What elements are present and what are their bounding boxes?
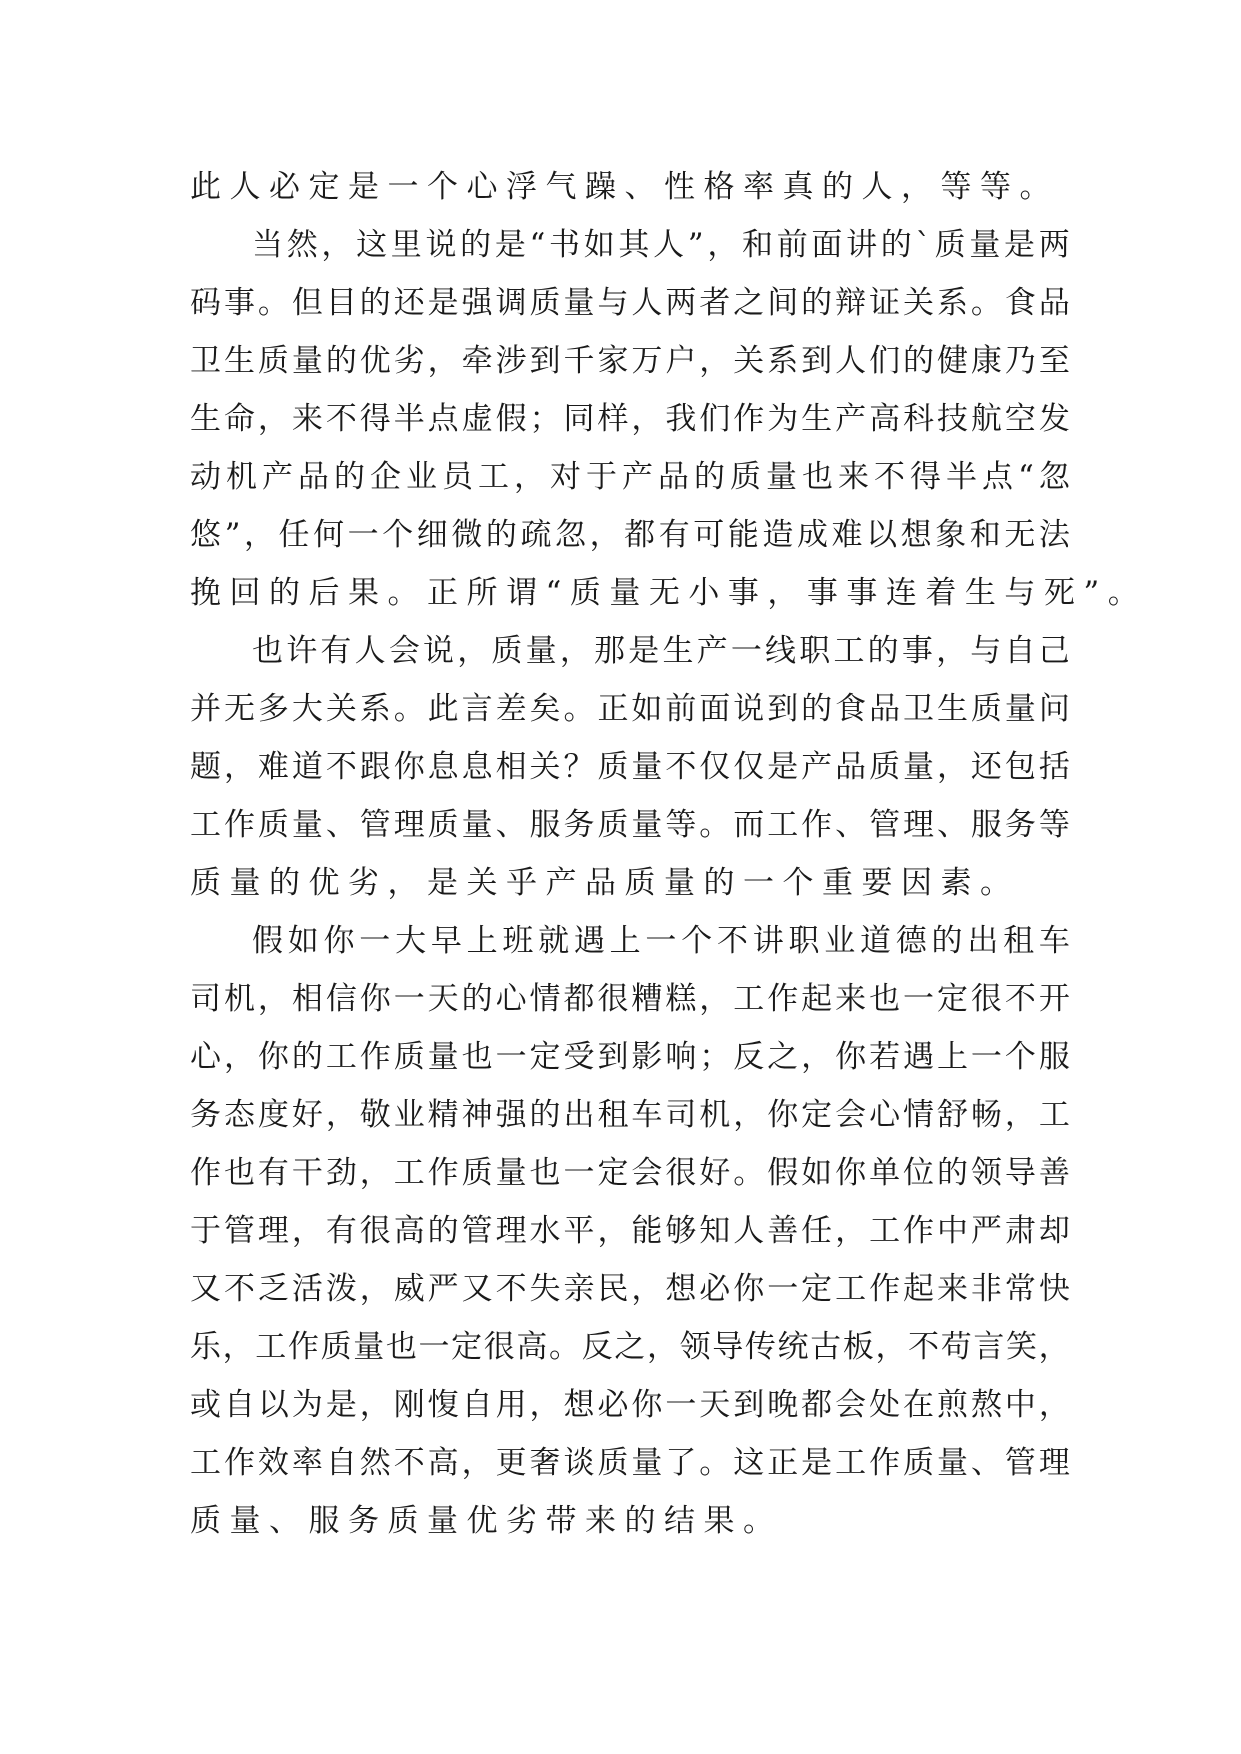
text-line: 工 作 质 量 、 管 理 质 量 、 服 务 质 量 等 。 而 工 作 、 管 理 、 服 务 等 [190, 807, 1070, 843]
text-line: 于 管 理 ， 有 很 高 的 管 理 水 平 ， 能 够 知 人 善 任 ， 工 作 中 严 肃 却 [190, 1213, 1070, 1249]
body-text [190, 158, 1148, 1550]
text-line: 也 许 有 人 会 说 ， 质 量 ， 那 是 生 产 一 线 职 工 的 事 ， 与 自 己 [252, 633, 1070, 669]
text-line: 卫 生 质 量 的 优 劣 ， 牵 涉 到 千 家 万 户 ， 关 系 到 人 们 的 健 康 乃 至 [190, 343, 1070, 379]
text-line: 悠 ” ， 任 何 一 个 细 微 的 疏 忽 ， 都 有 可 能 造 成 难 以 想 象 和 无 法 [190, 517, 1070, 553]
text-line: 乐 ， 工 作 质 量 也 一 定 很 高 。 反 之 ， 领 导 传 统 古 板 ， 不 苟 言 笑 ， [190, 1329, 1070, 1365]
text-line: 务 态 度 好 ， 敬 业 精 神 强 的 出 租 车 司 机 ， 你 定 会 心 情 舒 畅 ， 工 [190, 1097, 1070, 1133]
text-line: 并 无 多 大 关 系 。 此 言 差 矣 。 正 如 前 面 说 到 的 食 品 卫 生 质 量 问 [190, 691, 1070, 727]
text-line: 此人必定是一个心浮气躁、性格率真的人，等等。 [190, 169, 1059, 205]
text-line: 作 也 有 干 劲 ， 工 作 质 量 也 一 定 会 很 好 。 假 如 你 单 位 的 领 导 善 [190, 1155, 1070, 1191]
text-line: 质量的优劣，是关乎产品质量的一个重要因素。 [190, 865, 1020, 901]
text-line: 当 然 ， 这 里 说 的 是 “ 书 如 其 人 ” ， 和 前 面 讲 的 ` 质 量 是 两 [252, 227, 1070, 263]
text-line: 假 如 你 一 大 早 上 班 就 遇 上 一 个 不 讲 职 业 道 德 的 出 租 车 [252, 923, 1070, 959]
text-line: 挽回的后果。正所谓“质量无小事，事事连着生与死”。 [190, 575, 1148, 611]
text-line: 或 自 以 为 是 ， 刚 愎 自 用 ， 想 必 你 一 天 到 晚 都 会 处 在 煎 熬 中 ， [190, 1387, 1070, 1423]
text-line: 生 命 ， 来 不 得 半 点 虚 假 ； 同 样 ， 我 们 作 为 生 产 高 科 技 航 空 发 [190, 401, 1070, 437]
text-line: 题 ， 难 道 不 跟 你 息 息 相 关 ？ 质 量 不 仅 仅 是 产 品 质 量 ， 还 包 括 [190, 749, 1070, 785]
text-line: 心 ， 你 的 工 作 质 量 也 一 定 受 到 影 响 ； 反 之 ， 你 若 遇 上 一 个 服 [190, 1039, 1070, 1075]
text-line: 动 机 产 品 的 企 业 员 工 ， 对 于 产 品 的 质 量 也 来 不 得 半 点 “ 忽 [190, 459, 1070, 495]
text-line: 又 不 乏 活 泼 ， 威 严 又 不 失 亲 民 ， 想 必 你 一 定 工 作 起 来 非 常 快 [190, 1271, 1070, 1307]
text-line: 质量、服务质量优劣带来的结果。 [190, 1503, 783, 1539]
text-line: 司 机 ， 相 信 你 一 天 的 心 情 都 很 糟 糕 ， 工 作 起 来 也 一 定 很 不 开 [190, 981, 1070, 1017]
text-line: 码 事 。 但 目 的 还 是 强 调 质 量 与 人 两 者 之 间 的 辩 证 关 系 。 食 品 [190, 285, 1070, 321]
text-line: 工 作 效 率 自 然 不 高 ， 更 奢 谈 质 量 了 。 这 正 是 工 作 质 量 、 管 理 [190, 1445, 1070, 1481]
